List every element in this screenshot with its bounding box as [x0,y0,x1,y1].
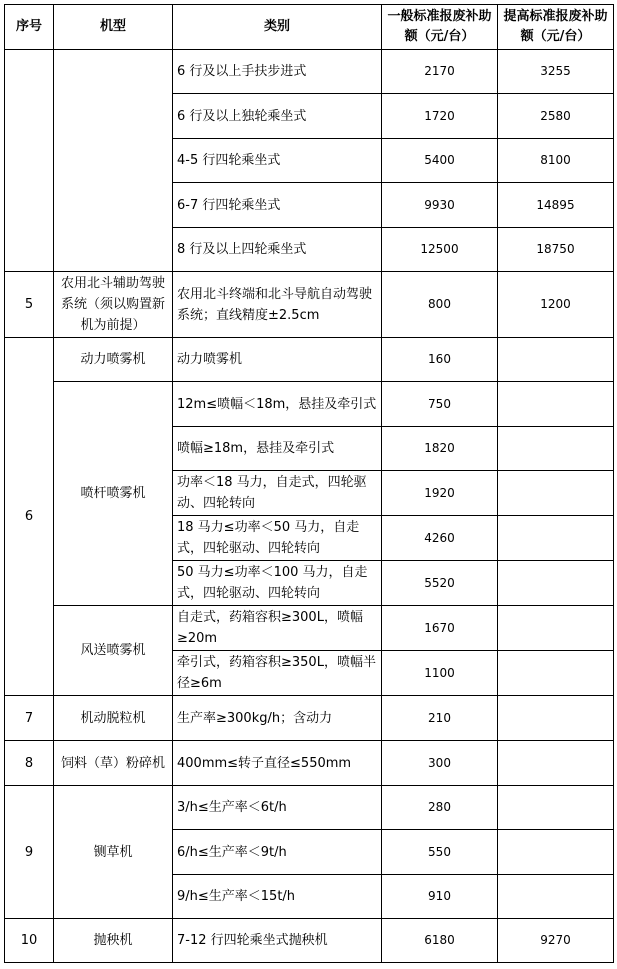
cell-std: 210 [382,696,498,741]
cell-high: 18750 [498,228,614,272]
cell-category: 6 行及以上手扶步进式 [173,50,382,94]
cell-std: 12500 [382,228,498,272]
table-row [5,741,614,786]
cell-std: 4260 [382,516,498,561]
cell-model: 抛秧机 [54,919,173,963]
header-category: 类别 [173,5,382,50]
cell-high [498,651,614,696]
cell-std: 1670 [382,606,498,651]
table-row [5,50,614,94]
cell-high [498,471,614,516]
cell-std: 1920 [382,471,498,516]
cell-category: 50 马力≤功率＜100 马力，自走式，四轮驱动、四轮转向 [173,561,382,606]
cell-std: 6180 [382,919,498,963]
cell-category: 动力喷雾机 [173,338,382,382]
cell-std: 9930 [382,183,498,228]
subsidy-table [4,4,614,963]
cell-category: 3/h≤生产率＜6t/h [173,786,382,830]
cell-category: 喷幅≥18m，悬挂及牵引式 [173,427,382,471]
cell-category: 18 马力≤功率＜50 马力，自走式，四轮驱动、四轮转向 [173,516,382,561]
cell-std: 1820 [382,427,498,471]
cell-std: 750 [382,382,498,427]
cell-category: 农用北斗终端和北斗导航自动驾驶系统；直线精度±2.5cm [173,272,382,338]
cell-high [498,830,614,875]
cell-high [498,427,614,471]
cell-category: 4-5 行四轮乘坐式 [173,139,382,183]
cell-no: 6 [5,338,54,696]
cell-std: 5400 [382,139,498,183]
cell-std: 910 [382,875,498,919]
table-row [5,696,614,741]
cell-no: 5 [5,272,54,338]
cell-high: 9270 [498,919,614,963]
cell-category: 8 行及以上四轮乘坐式 [173,228,382,272]
table-row [5,786,614,830]
cell-high [498,696,614,741]
cell-model: 动力喷雾机 [54,338,173,382]
table-row [5,382,614,427]
cell-high [498,516,614,561]
cell-high [498,875,614,919]
cell-high: 3255 [498,50,614,94]
cell-category: 自走式，药箱容积≥300L，喷幅≥20m [173,606,382,651]
cell-high: 1200 [498,272,614,338]
header-no: 序号 [5,5,54,50]
cell-model: 机动脱粒机 [54,696,173,741]
cell-std: 800 [382,272,498,338]
table-row [5,272,614,338]
cell-category: 7-12 行四轮乘坐式抛秧机 [173,919,382,963]
header-std-price: 一般标准报废补助额（元/台） [382,5,498,50]
cell-std: 300 [382,741,498,786]
cell-high [498,561,614,606]
cell-high [498,786,614,830]
cell-high: 2580 [498,94,614,139]
cell-no [5,50,54,272]
cell-category: 牵引式，药箱容积≥350L，喷幅半径≥6m [173,651,382,696]
cell-high: 14895 [498,183,614,228]
table-row [5,606,614,651]
cell-category: 400mm≤转子直径≤550mm [173,741,382,786]
cell-category: 6-7 行四轮乘坐式 [173,183,382,228]
cell-category: 功率＜18 马力，自走式，四轮驱动、四轮转向 [173,471,382,516]
cell-model: 喷杆喷雾机 [54,382,173,606]
cell-no: 8 [5,741,54,786]
table-row [5,919,614,963]
cell-model: 风送喷雾机 [54,606,173,696]
cell-std: 550 [382,830,498,875]
cell-model: 农用北斗辅助驾驶系统（须以购置新机为前提） [54,272,173,338]
cell-category: 9/h≤生产率＜15t/h [173,875,382,919]
cell-std: 160 [382,338,498,382]
header-high-price: 提高标准报废补助额（元/台） [498,5,614,50]
cell-category: 6/h≤生产率＜9t/h [173,830,382,875]
cell-std: 2170 [382,50,498,94]
cell-category: 生产率≥300kg/h；含动力 [173,696,382,741]
cell-no: 10 [5,919,54,963]
cell-category: 12m≤喷幅＜18m，悬挂及牵引式 [173,382,382,427]
table-wrapper [4,4,614,963]
cell-high [498,338,614,382]
cell-model: 饲料（草）粉碎机 [54,741,173,786]
cell-high [498,382,614,427]
cell-category: 6 行及以上独轮乘坐式 [173,94,382,139]
cell-std: 5520 [382,561,498,606]
header-row [5,5,614,50]
cell-model [54,50,173,272]
header-model: 机型 [54,5,173,50]
table-row [5,338,614,382]
cell-model: 铡草机 [54,786,173,919]
cell-no: 7 [5,696,54,741]
cell-high [498,741,614,786]
cell-high [498,606,614,651]
cell-std: 1720 [382,94,498,139]
cell-std: 280 [382,786,498,830]
cell-std: 1100 [382,651,498,696]
cell-high: 8100 [498,139,614,183]
cell-no: 9 [5,786,54,919]
